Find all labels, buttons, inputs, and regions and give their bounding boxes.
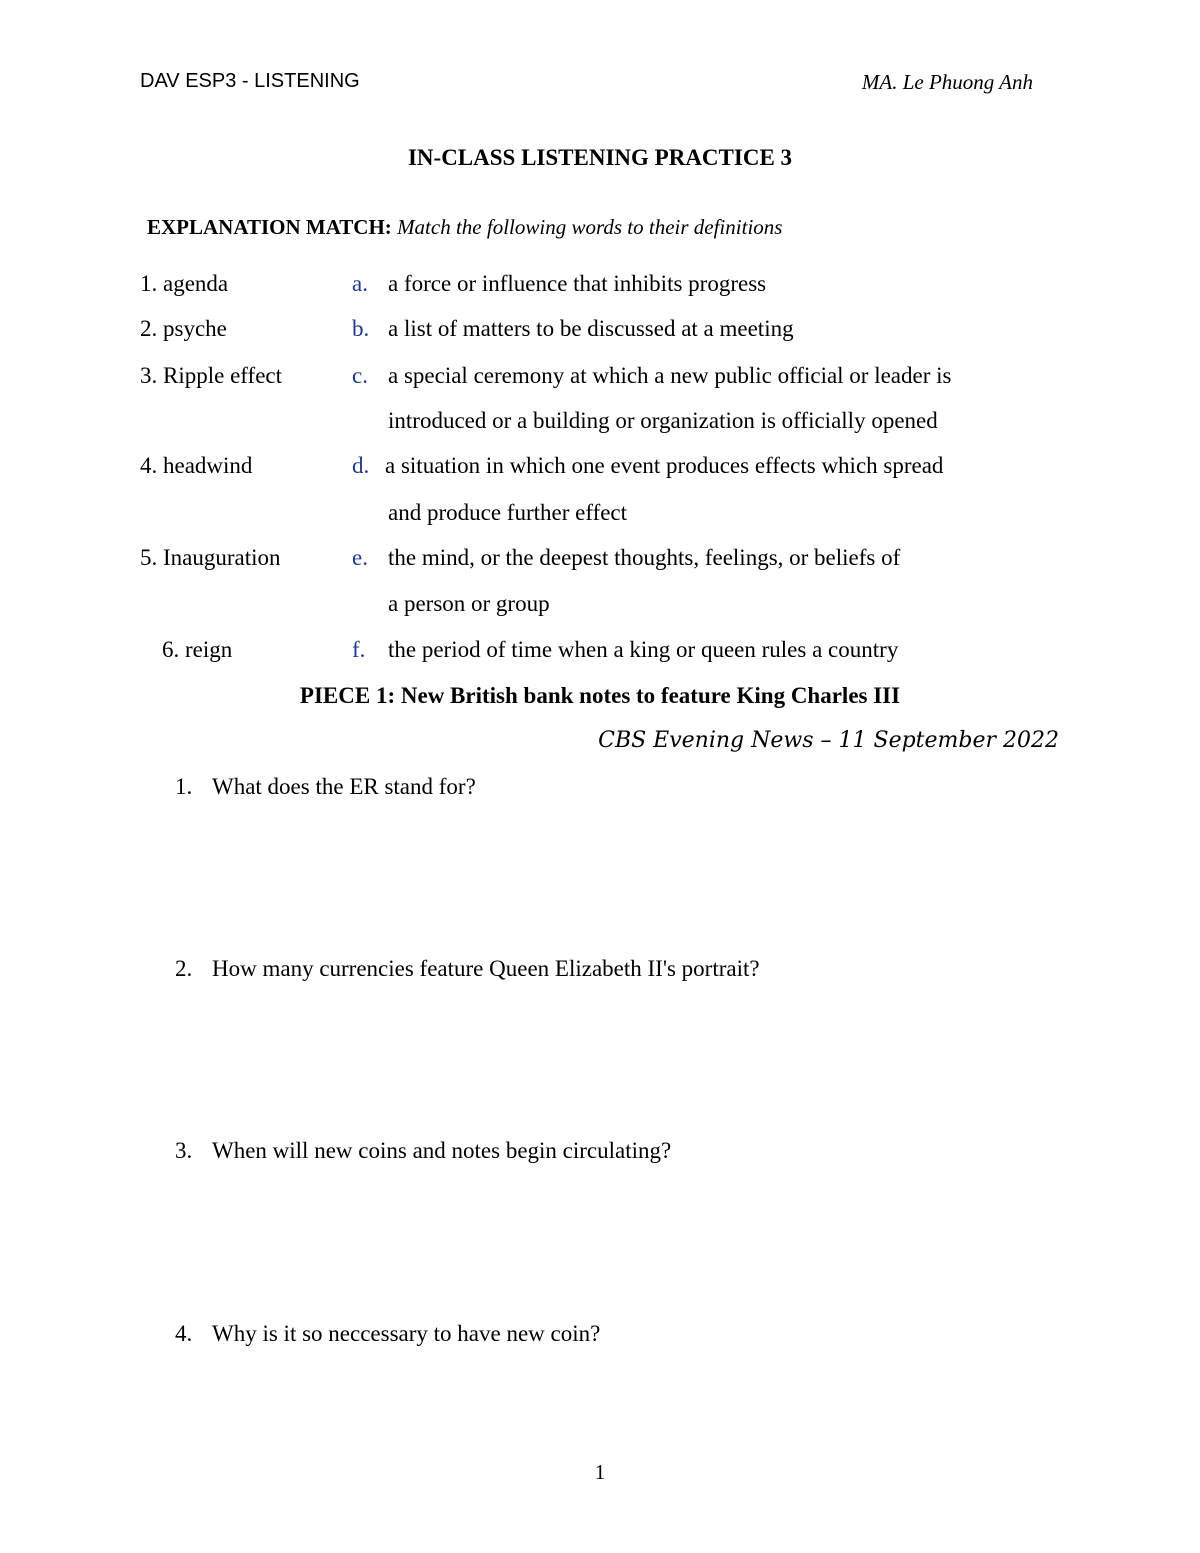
match-definition-c-line1: a special ceremony at which a new public official or leader is (388, 363, 952, 388)
match-definition-f: the period of time when a king or queen rules a country (388, 637, 899, 662)
page-title: IN-CLASS LISTENING PRACTICE 3 (407, 145, 793, 170)
piece-source: CBS Evening News – 11 September 2022 (598, 728, 1059, 753)
match-word-5: 5. Inauguration (140, 545, 281, 570)
match-definition-d-line2: and produce further effect (388, 500, 628, 525)
question-3-text: When will new coins and notes begin circulating? (212, 1138, 672, 1163)
match-definition-e-line1: the mind, or the deepest thoughts, feelings, or beliefs of (388, 545, 901, 570)
question-1-number: 1. (175, 774, 193, 799)
question-2-number: 2. (175, 956, 193, 981)
header-right: MA. Le Phuong Anh (861, 70, 1033, 94)
match-letter-b: b. (352, 316, 370, 341)
match-definition-d-line1: a situation in which one event produces effects which spread (385, 453, 944, 478)
match-definition-c-line2: introduced or a building or organization is officially opened (388, 408, 938, 433)
page-number: 1 (594, 1460, 606, 1484)
match-definition-b: a list of matters to be discussed at a meeting (388, 316, 794, 341)
match-word-4: 4. headwind (140, 453, 253, 478)
header-left: DAV ESP3 - LISTENING (140, 70, 360, 92)
match-word-1: 1. agenda (140, 271, 229, 296)
question-1-text: What does the ER stand for? (212, 774, 476, 799)
instruction (147, 215, 782, 240)
question-3-number: 3. (175, 1138, 193, 1163)
question-2-text: How many currencies feature Queen Elizabeth II's portrait? (212, 956, 760, 981)
match-letter-a: a. (352, 271, 368, 296)
question-4-number: 4. (175, 1321, 193, 1346)
instruction-text: Match the following words to their definitions (397, 215, 783, 239)
match-word-6: 6. reign (162, 637, 233, 662)
match-word-3: 3. Ripple effect (140, 363, 282, 388)
match-word-2: 2. psyche (140, 316, 227, 341)
instruction-label: EXPLANATION MATCH: (147, 215, 392, 239)
piece-title: PIECE 1: New British bank notes to feature King Charles III (299, 683, 901, 708)
match-letter-c: c. (352, 363, 368, 388)
match-letter-e: e. (352, 545, 368, 570)
question-4-text: Why is it so neccessary to have new coin? (212, 1321, 601, 1346)
match-definition-a: a force or influence that inhibits progress (388, 271, 767, 296)
match-letter-d: d. (352, 453, 370, 478)
match-letter-f: f. (352, 637, 366, 662)
match-definition-e-line2: a person or group (388, 591, 550, 616)
